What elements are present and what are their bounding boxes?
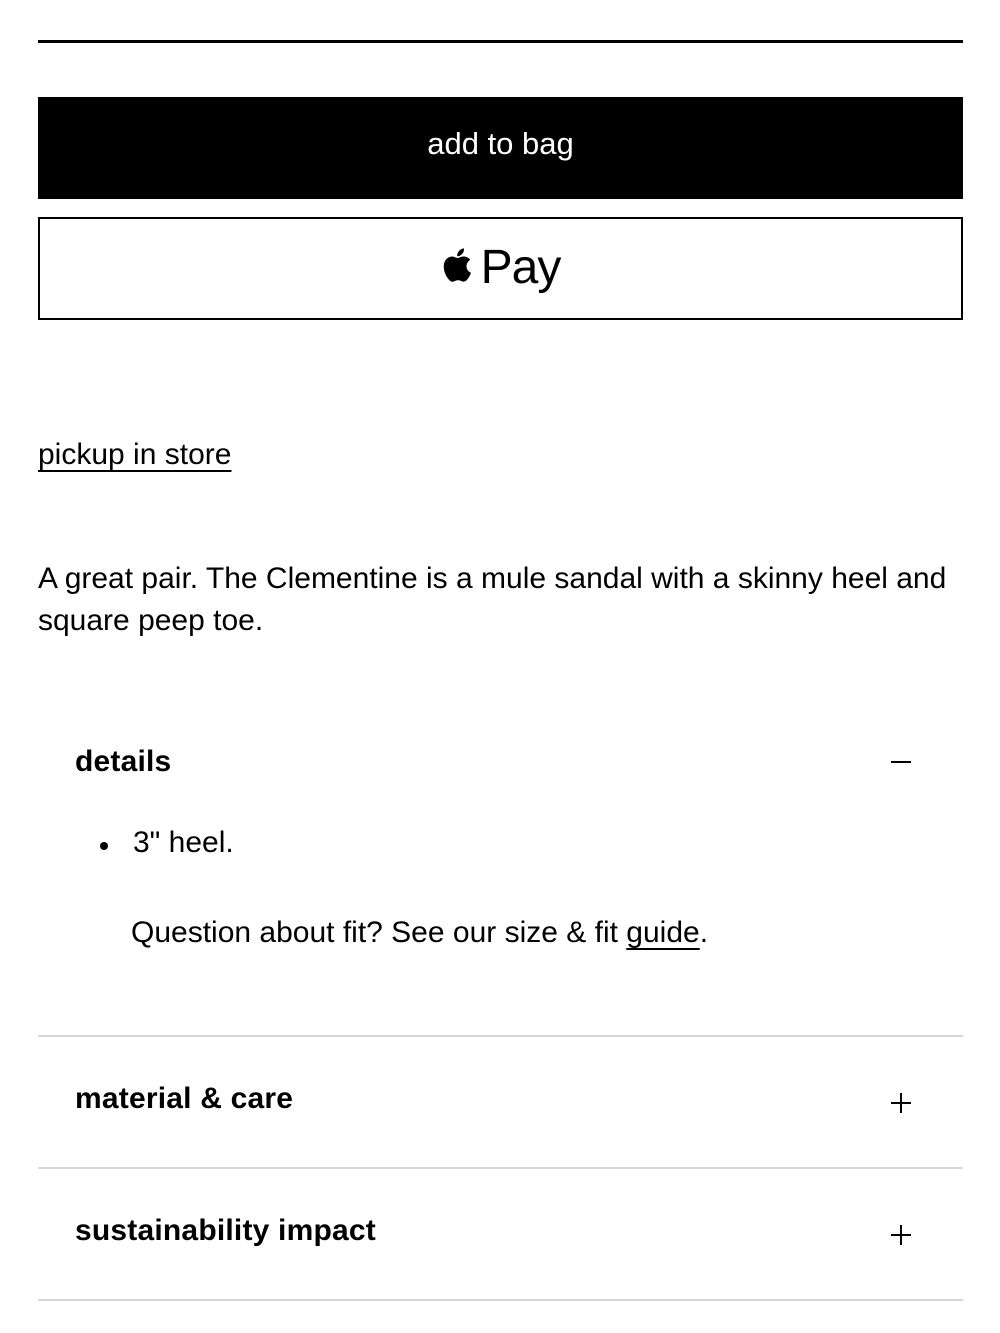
- apple-icon: [441, 243, 477, 287]
- details-bullet-item: [100, 826, 234, 860]
- accordion-sustainability-header[interactable]: [38, 1196, 963, 1266]
- apple-pay-button[interactable]: [38, 217, 963, 320]
- accordion-sustainability-title: sustainability impact: [75, 1214, 376, 1247]
- bullet-dot: [100, 842, 108, 850]
- accordion-material-care-title: material & care: [75, 1082, 294, 1115]
- fit-question-text: Question about fit? See our size & fit: [131, 916, 627, 949]
- pickup-in-store-link[interactable]: pickup in store: [38, 438, 232, 471]
- accordion-material-care-header[interactable]: [38, 1064, 963, 1134]
- accordion-divider: [38, 1299, 963, 1301]
- fit-question-suffix: .: [699, 916, 709, 949]
- details-bullet-text: 3" heel.: [133, 826, 234, 859]
- plus-icon[interactable]: [889, 1223, 913, 1247]
- fit-question: [131, 916, 708, 950]
- add-to-bag-button[interactable]: [38, 97, 963, 199]
- product-description: A great pair. The Clementine is a mule sandal with a skinny heel and square peep toe.: [38, 562, 947, 637]
- minus-icon[interactable]: [889, 750, 913, 774]
- size-fit-guide-link[interactable]: guide: [626, 916, 700, 949]
- accordion-divider: [38, 1035, 963, 1037]
- apple-pay-label: Pay: [480, 241, 561, 294]
- accordion-details-title: details: [75, 745, 172, 778]
- plus-icon[interactable]: [889, 1091, 913, 1115]
- add-to-bag-label: add to bag: [427, 126, 574, 161]
- accordion-details-header[interactable]: [38, 727, 963, 797]
- top-divider: [38, 40, 963, 43]
- accordion-divider: [38, 1167, 963, 1169]
